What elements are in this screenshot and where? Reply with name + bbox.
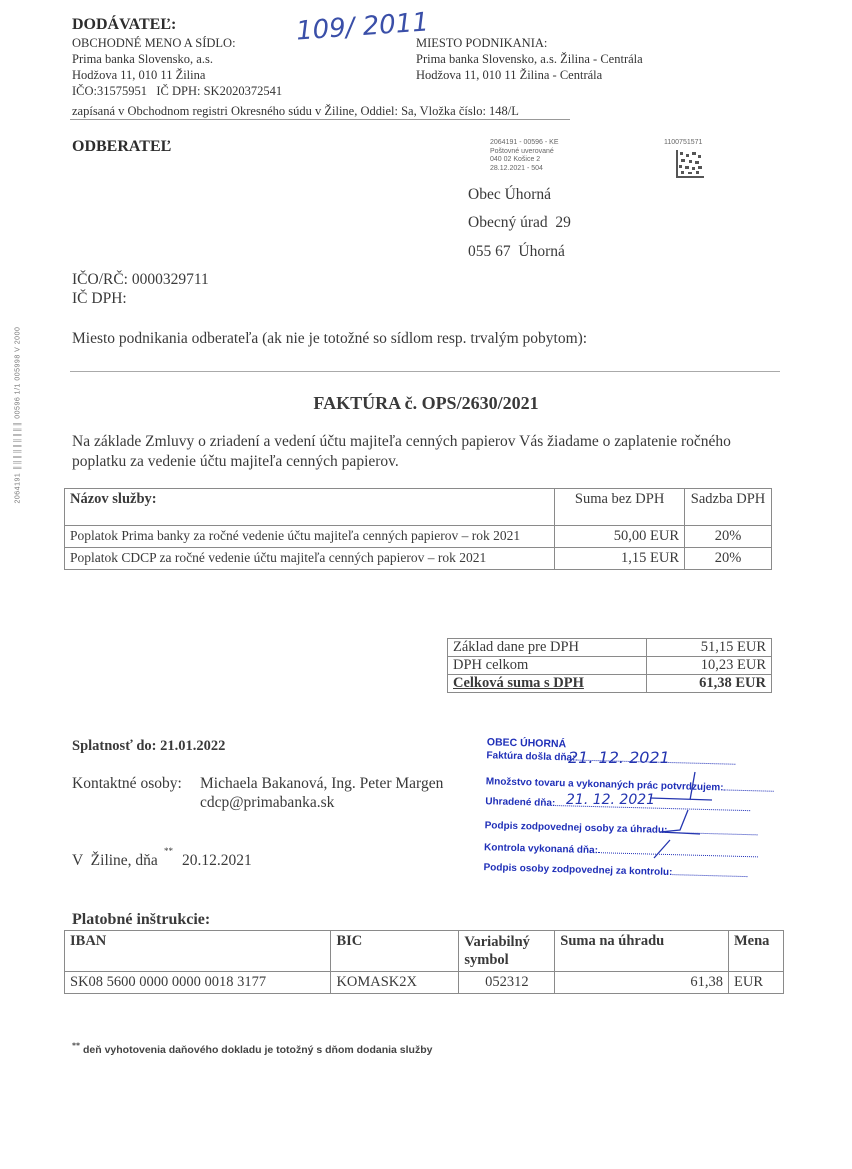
base-value: 51,15 EUR — [647, 639, 772, 657]
stamp-quantity-label: Množstvo tovaru a vykonaných prác potvrdzujem: — [485, 776, 724, 794]
issued-mark: ** — [164, 846, 173, 856]
customer-heading: ODBERATEĽ — [72, 138, 172, 155]
payment-heading: Platobné inštrukcie: — [72, 911, 211, 928]
postal-line: 040 02 Košice 2 — [490, 156, 541, 163]
supplier-ids: IČO:31575951 IČ DPH: SK2020372541 — [72, 84, 283, 98]
register-note: zapísaná v Obchodnom registri Okresného súdu v Žiline, Oddiel: Sa, Vložka číslo: 148/L — [72, 104, 519, 118]
services-table — [64, 488, 772, 570]
iban-value: SK08 5600 0000 0000 0018 3177 — [65, 972, 331, 994]
customer-street: Obecný úrad 29 — [468, 214, 571, 231]
stamp-paid-label: Uhradené dňa: — [485, 796, 556, 810]
bic-value: KOMASK2X — [331, 972, 459, 994]
totals-table — [447, 638, 772, 693]
table-row — [65, 548, 772, 570]
table-row — [65, 526, 772, 548]
vat-value: 10,23 EUR — [647, 657, 772, 675]
register-divider — [70, 119, 570, 120]
service-amount: 1,15 EUR — [555, 548, 685, 570]
side-code: 2064191 ║║║║║║║║║ 00596 1/1 005998 V 2000 — [14, 326, 22, 504]
customer-city: 055 67 Úhorná — [468, 243, 565, 260]
totals-row — [448, 657, 772, 675]
header-bic: BIC — [331, 931, 459, 972]
header-service-name: Názov služby: — [65, 489, 555, 526]
place-name: Prima banka Slovensko, a.s. Žilina - Centrála — [416, 52, 643, 66]
stamp-paid-handwriting: 21. 12. 2021 — [566, 792, 656, 808]
service-rate: 20% — [685, 526, 772, 548]
header-currency: Mena — [728, 931, 783, 972]
datamatrix-icon — [676, 150, 704, 178]
header-amount-due: Suma na úhradu — [555, 931, 729, 972]
due-date: Splatnosť do: 21.01.2022 — [72, 738, 226, 754]
signature-scribble — [640, 770, 720, 860]
payment-header-row — [65, 931, 784, 972]
stamp-control-label: Kontrola vykonaná dňa: — [483, 842, 599, 857]
header-iban: IBAN — [65, 931, 331, 972]
total-value: 61,38 EUR — [647, 675, 772, 693]
customer-ico: IČO/RČ: 0000329711 — [72, 271, 209, 288]
contacts-names: Michaela Bakanová, Ing. Peter Margen — [200, 775, 444, 792]
postal-line: 2064191 - 00596 - KE — [490, 139, 559, 146]
variable-symbol-value: 052312 — [459, 972, 555, 994]
invoice-intro: Na základe Zmluvy o zriadení a vedení účtu majiteľa cenných papierov Vás žiadame o zaplatenie ročného poplatku za vedenie účtu majiteľa cenných papierov. — [72, 433, 731, 470]
total-label: Celková suma s DPH — [448, 675, 647, 693]
postal-marks — [490, 139, 559, 173]
service-name: Poplatok CDCP za ročné vedenie účtu majiteľa cenných papierov – rok 2021 — [65, 548, 555, 570]
service-name: Poplatok Prima banky za ročné vedenie účtu majiteľa cenných papierov – rok 2021 — [65, 526, 555, 548]
customer-divider — [70, 371, 780, 372]
issued-place: V Žiline, dňa — [72, 852, 158, 869]
stamp-signature-label: Podpis zodpovednej osoby za úhradu: — [484, 820, 668, 836]
customer-name: Obec Úhorná — [468, 186, 552, 203]
supplier-heading: DODÁVATEĽ: — [72, 16, 177, 33]
customer-place-note: Miesto podnikania odberateľa (ak nie je totožné so sídlom resp. trvalým pobytom): — [72, 330, 588, 347]
stamp-signature2-label: Podpis osoby zodpovednej za kontrolu: — [483, 862, 673, 879]
stamp-title: OBEC ÚHORNÁ — [486, 736, 567, 751]
header-amount: Suma bez DPH — [555, 489, 685, 526]
code-number: 1100751571 — [664, 139, 703, 146]
currency-value: EUR — [728, 972, 783, 994]
stamp-received-label: Faktúra došla dňa: — [486, 750, 576, 764]
contacts-email: cdcp@primabanka.sk — [200, 794, 335, 811]
services-header-row — [65, 489, 772, 526]
footnote: deň vyhotovenia daňového dokladu je totožný s dňom dodania služby — [83, 1044, 433, 1056]
service-rate: 20% — [685, 548, 772, 570]
vat-label: DPH celkom — [448, 657, 647, 675]
totals-row — [448, 675, 772, 693]
postal-line: Poštovné uverované — [490, 147, 554, 155]
postal-line: 28.12.2021 - 504 — [490, 164, 543, 172]
amount-due-value: 61,38 — [555, 972, 729, 994]
stamp-received-handwriting: 21. 12. 2021 — [568, 748, 670, 767]
invoice-title: FAKTÚRA č. OPS/2630/2021 — [313, 393, 539, 413]
place-label: MIESTO PODNIKANIA: — [416, 36, 548, 50]
issued-date: 20.12.2021 — [182, 852, 252, 869]
handwritten-number: 109/ 2011 — [295, 7, 430, 47]
customer-dic: IČ DPH: — [72, 290, 127, 307]
place-address: Hodžova 11, 010 11 Žilina - Centrála — [416, 68, 603, 82]
supplier-name: Prima banka Slovensko, a.s. — [72, 52, 213, 66]
supplier-address: Hodžova 11, 010 11 Žilina — [72, 68, 206, 82]
table-row — [65, 972, 784, 994]
service-amount: 50,00 EUR — [555, 526, 685, 548]
payment-table — [64, 930, 784, 994]
supplier-name-label: OBCHODNÉ MENO A SÍDLO: — [72, 36, 236, 50]
footnote-mark: ** — [72, 1041, 80, 1050]
header-rate: Sadzba DPH — [685, 489, 772, 526]
header-variable-symbol: Variabilný symbol — [459, 931, 555, 972]
contacts-label: Kontaktné osoby: — [72, 775, 182, 792]
base-label: Základ dane pre DPH — [448, 639, 647, 657]
totals-row — [448, 639, 772, 657]
